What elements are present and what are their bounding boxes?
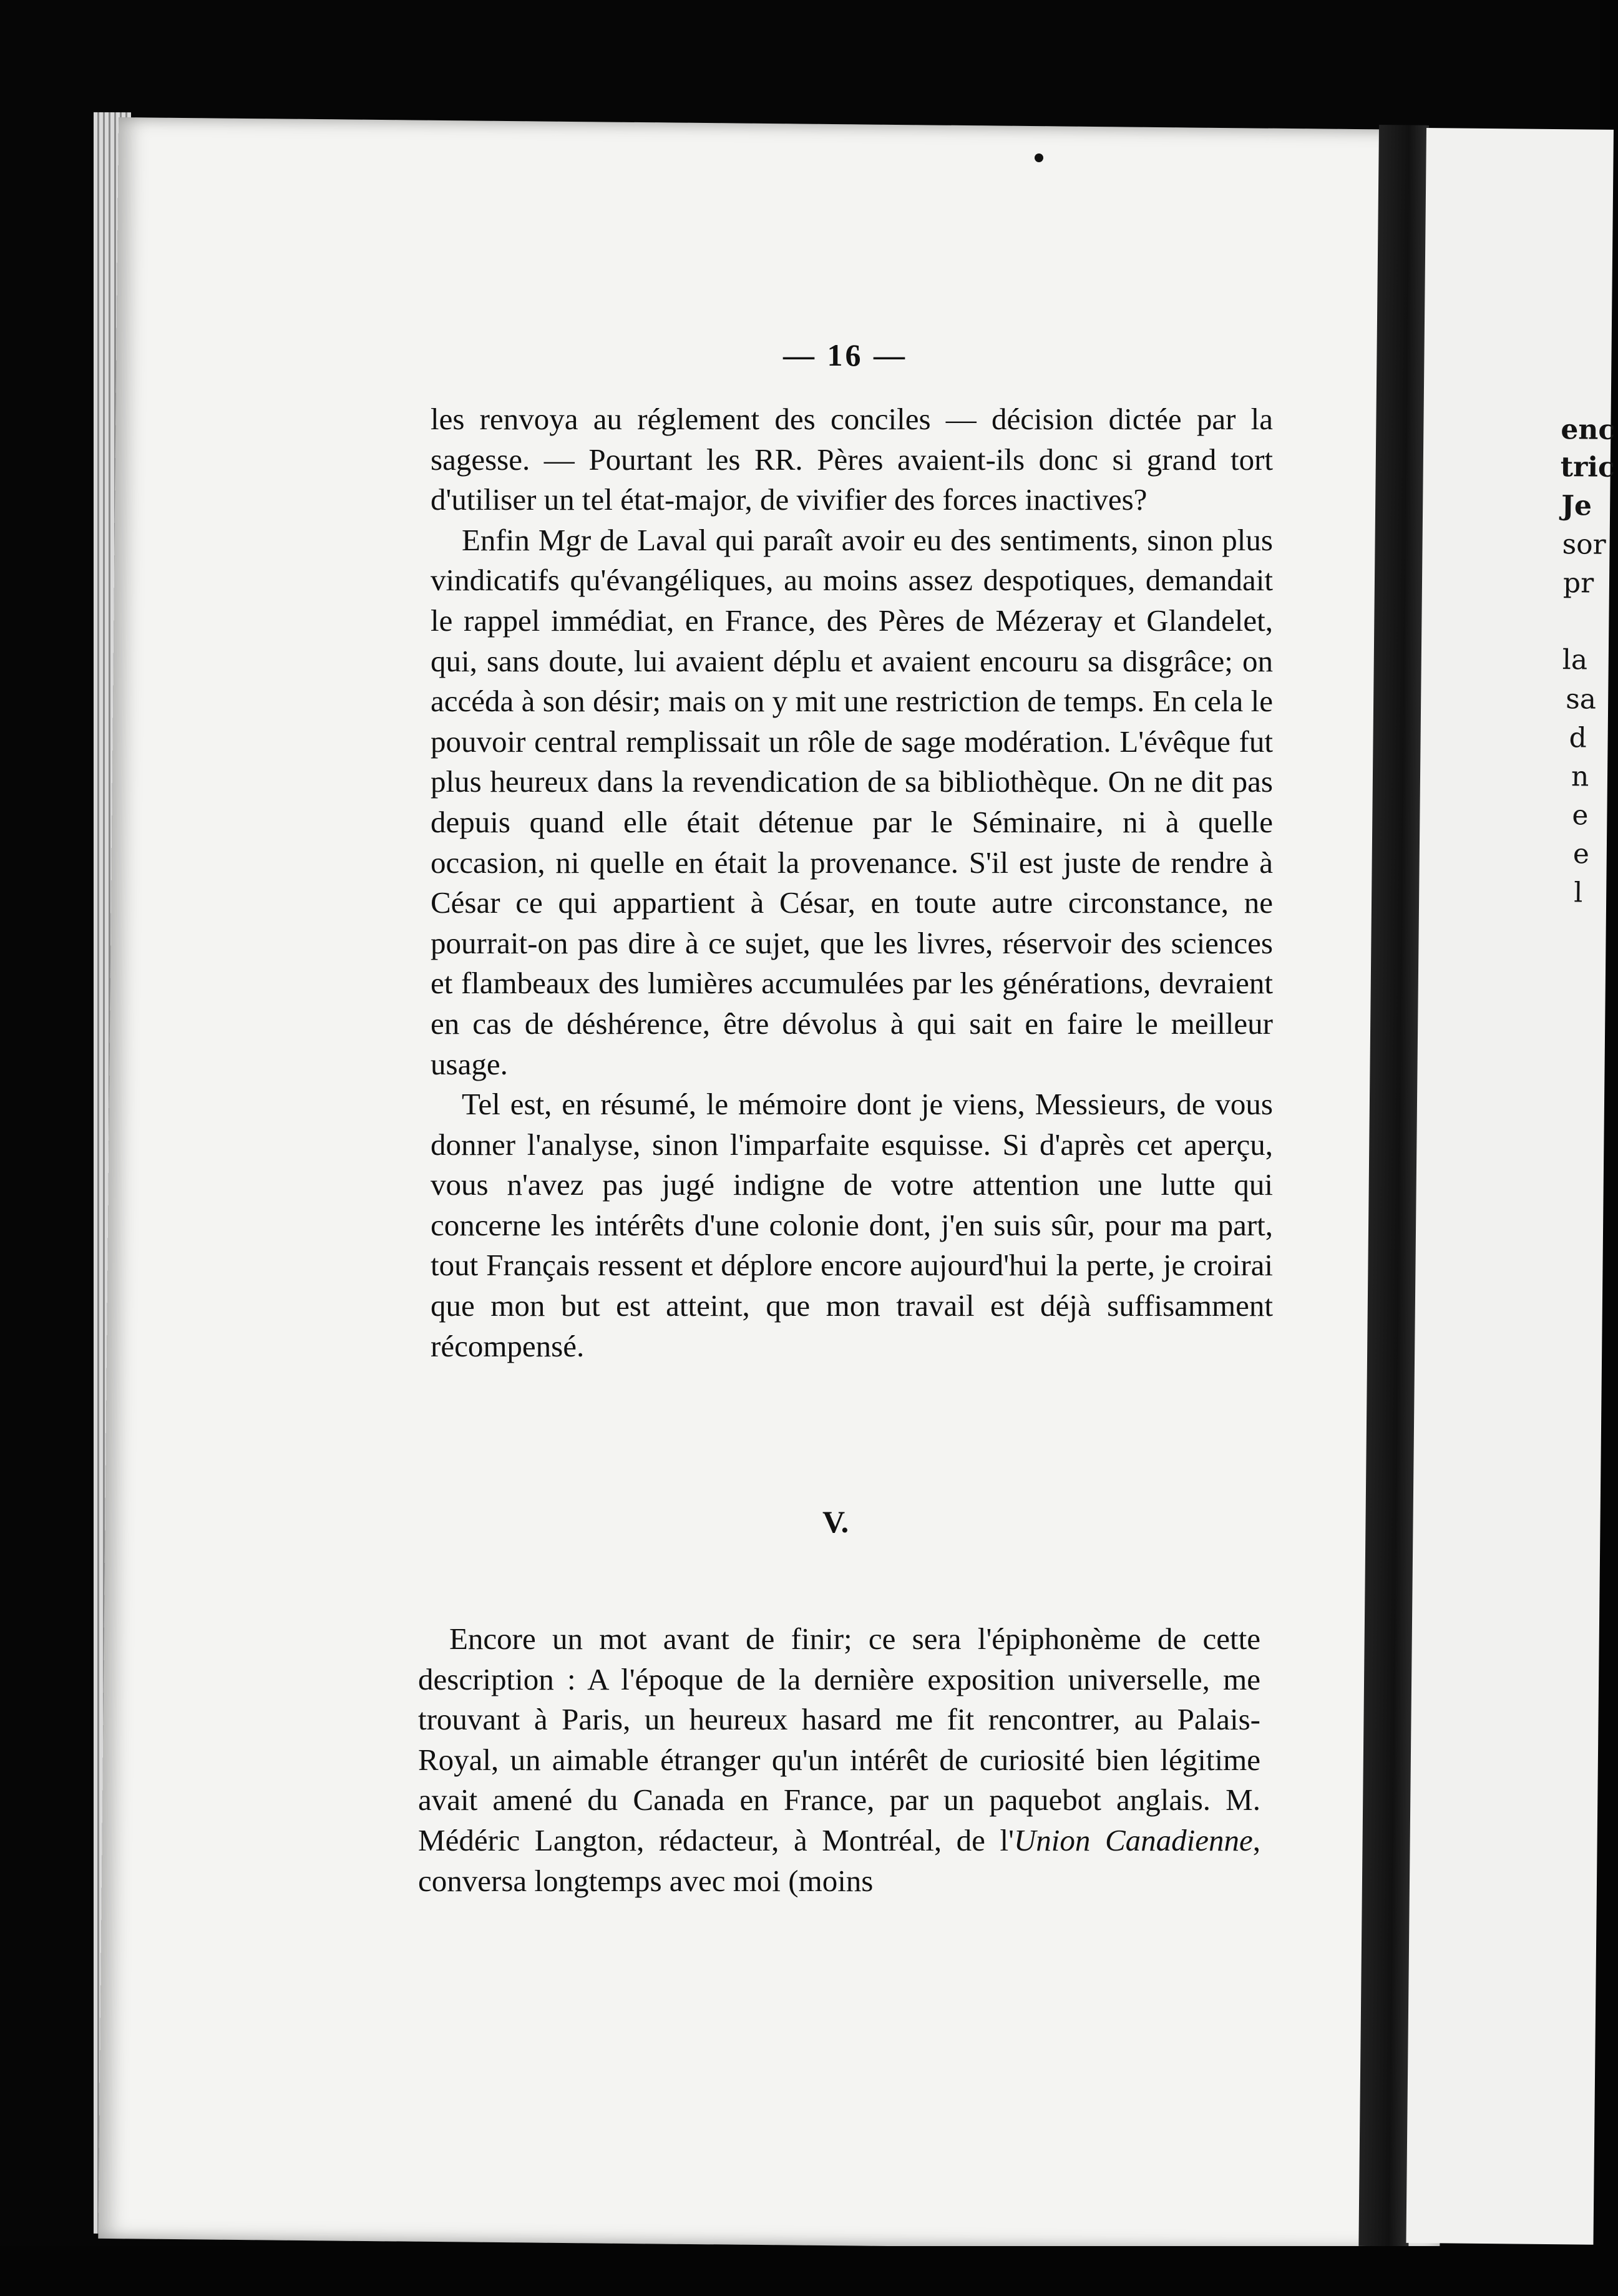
ink-dot [1035, 153, 1043, 162]
paragraph-text: Encore un mot avant de finir; ce sera l'épiphonème de cette description : A l'époque de la dernière exposition universelle, me trouvant à Paris, un heureux hasard me fit rencontrer, au Palais-Royal, un aimable étranger qu'un intérêt de curiosité bien légitime avait amené du Canada en France, par un paquebot anglais. M. Médéric Langton, rédacteur, à Montréal, de l' [418, 1622, 1260, 1857]
facing-page-fragment: sor [1562, 528, 1606, 561]
facing-page-fragment: d [1569, 722, 1587, 754]
section-heading: V. [822, 1504, 849, 1539]
paragraph-text: , conversa longtemps avec moi (moins [418, 1822, 1260, 1898]
paragraph: Tel est, en résumé, le mémoire dont je viens, Messieurs, de vous donner l'analyse, sinon l'imparfaite esquisse. Si d'après cet aperçu, vous n'avez pas jugé indigne de votre attention une lutte qui concerne les intérêts d'une colonie dont, j'en suis sûr, pour ma part, tout Français ressent et déplore encore aujourd'hui la perte, je croirai que mon but est atteint, que mon travail est déjà suffisamment récompensé. [431, 1087, 1273, 1363]
facing-page-fragment: Je [1561, 490, 1592, 522]
facing-page-fragment: sa [1565, 683, 1597, 716]
facing-page [1406, 128, 1614, 2245]
body-text-upper [431, 399, 1273, 1366]
body-text-lower [418, 1619, 1260, 1901]
newspaper-title: Union Canadienne [1013, 1822, 1253, 1857]
paragraph: les renvoya au réglement des conciles — décision dictée par la sagesse. — Pourtant les RR. Pères avaient-ils donc si grand tort d'utiliser un tel état-major, de vivifier des forces inactives? [431, 402, 1273, 517]
facing-page-fragment: e [1572, 799, 1589, 832]
facing-page-fragment: tric [1560, 451, 1616, 484]
page-number: — 16 — [783, 338, 907, 372]
facing-page-fragment: e [1572, 838, 1590, 870]
scan-border [0, 2246, 1600, 2296]
facing-page-fragment: enc [1561, 414, 1616, 446]
facing-page-fragment: pr [1562, 567, 1594, 600]
paragraph: Enfin Mgr de Laval qui paraît avoir eu des sentiments, sinon plus vindicatifs qu'évangéliques, au moins assez despotiques, demandait le rappel immédiat, en France, des Pères de Mézeray et Glandelet, qui, sans doute, lui avaient déplu et avaient encouru sa disgrâce; on accéda à son désir; mais on y mit une restriction de temps. En cela le pouvoir central remplissait un rôle de sage modération. L'évêque fut plus heureux dans la revendication de sa bibliothèque. On ne dit pas depuis quand elle était détenue par le Séminaire, ni à quelle occasion, ni quelle en était la provenance. S'il est juste de rendre à César ce qui appartient à César, en toute autre circonstance, ne pourrait-on pas dire à ce sujet, que les livres, réservoir des sciences et flambeaux des lumières accumulées par les générations, devraient en cas de déshérence, être dévolus à qui sait en faire le meilleur usage. [431, 522, 1273, 1081]
facing-page-fragment: n [1571, 761, 1589, 793]
facing-page-fragment: la [1562, 644, 1588, 676]
paragraph [418, 1619, 1260, 1901]
facing-page-fragment: l [1573, 877, 1583, 909]
